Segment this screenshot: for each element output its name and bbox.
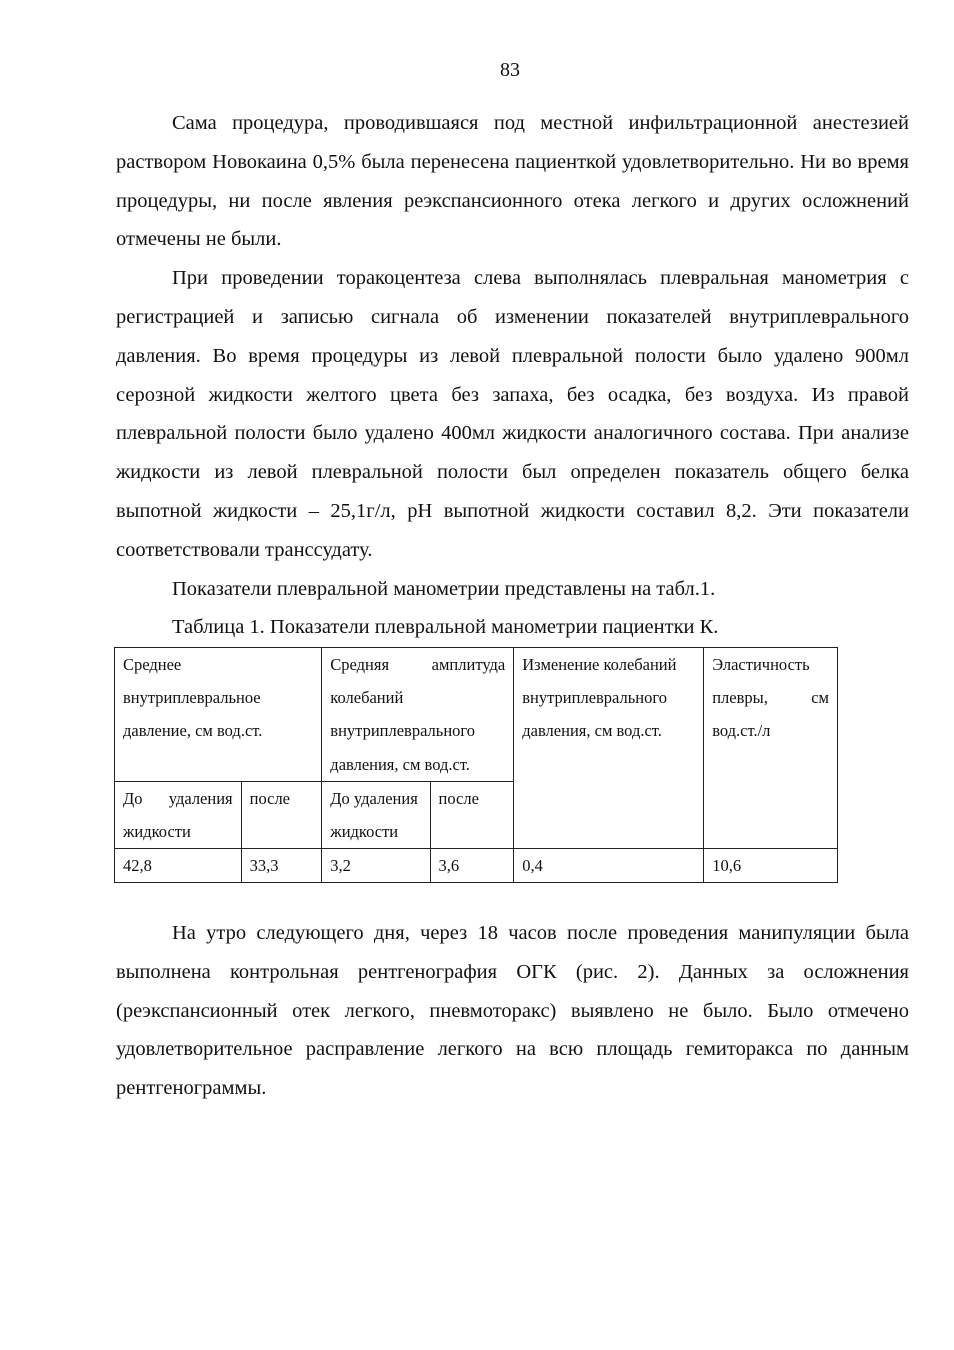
table-cell: 0,4: [514, 849, 704, 883]
paragraph: Сама процедура, проводившаяся под местной инфильтрационной анестезией раствором Новокаина 0,5% была перенесена пациенткой удовлетворительно. Ни во время процедуры, ни после явления реэкспансионного отека легкого и других осложнений отмечены не были.: [116, 112, 909, 251]
table-row: [115, 849, 838, 883]
table-header-row: [115, 648, 838, 782]
paragraph: На утро следующего дня, через 18 часов после проведения манипуляции была выполнена контрольная рентгенография ОГК (рис. 2). Данных за осложнения (реэкспансионный отек легкого, пневмоторакс) выявлено не было. Было отмечено удовлетворительное расправление легкого на всю площадь гемиторакса по данным рентгенограммы.: [116, 922, 909, 1100]
table-header-cell: Средняя амплитуда колебаний внутриплеврального давления, см вод.ст.: [322, 648, 514, 782]
manometry-table: [114, 647, 838, 883]
table-subheader-cell: До удаления жидкости: [322, 781, 430, 848]
table-cell: 3,6: [430, 849, 514, 883]
table-cell: 42,8: [115, 849, 242, 883]
table-subheader-cell: после: [430, 781, 514, 848]
table-header-cell: Эластичность плевры, см вод.ст./л: [704, 648, 838, 849]
table-cell: 33,3: [241, 849, 322, 883]
paragraph: Показатели плевральной манометрии представлены на табл.1.: [172, 577, 716, 600]
page-number: 83: [500, 59, 520, 81]
table-subheader-cell: после: [241, 781, 322, 848]
table-cell: 3,2: [322, 849, 430, 883]
text-before-table: [116, 104, 909, 647]
table-header-cell: Среднее внутриплевральное давление, см вод.ст.: [115, 648, 322, 782]
table-cell: 10,6: [704, 849, 838, 883]
table-caption: Таблица 1. Показатели плевральной манометрии пациентки К.: [172, 616, 719, 639]
text-after-table: [116, 914, 909, 1108]
paragraph: При проведении торакоцентеза слева выполнялась плевральная манометрия с регистрацией и записью сигнала об изменении показателей внутриплеврального давления. Во время процедуры из левой плевральной полости было удалено 900мл серозной жидкости желтого цвета без запаха, без осадка, без воздуха. Из правой плевральной полости было удалено 400мл жидкости аналогичного состава. При анализе жидкости из левой плевральной полости был определен показатель общего белка выпотной жидкости – 25,1г/л, pH выпотной жидкости составил 8,2. Эти показатели соответствовали транссудату.: [116, 267, 909, 561]
table-header-cell: Изменение колебаний внутриплеврального давления, см вод.ст.: [514, 648, 704, 849]
table-subheader-cell: До удаления жидкости: [115, 781, 242, 848]
